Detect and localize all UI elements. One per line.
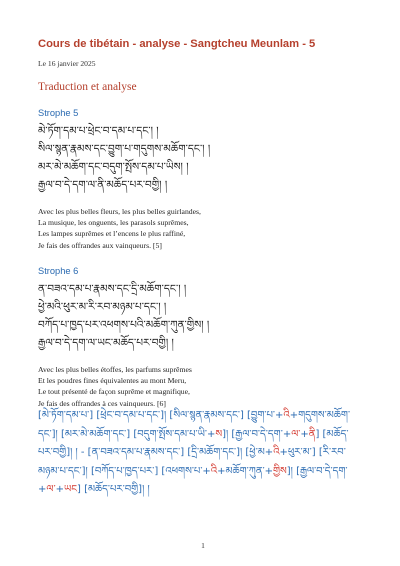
analysis-particle: ཡང <box>63 484 77 496</box>
analysis-text: [མེ་ཏོག་དམ་པ་] [ཕྲེང་བ་དམ་པ་དང་]། [སིལ་སྙན་རྣམས་དང་] [བྱུག་པ་+ <box>38 410 284 421</box>
analysis-particle: ལ་ <box>291 428 301 440</box>
analysis-text: + <box>300 428 309 440</box>
strophe-5-translation-line-3: Les lampes suprêmes et l’encens le plus raffiné, <box>38 229 186 238</box>
strophe-6-translation-line-3: Le tout présenté de façon suprême et magnifique, <box>38 387 190 396</box>
strophe-6-translation-line-1: Avec les plus belles étoffes, les parfums suprêmes <box>38 365 192 374</box>
strophe-6-tibetan-line-4: རྒྱལ་བ་དེ་དག་ལ་ཡང་མཆོད་པར་བགྱི། ། <box>38 337 174 349</box>
analysis-text: ] [མཆོད་པར་བགྱི]། ། - [ན་བཟའ་དམ་པ་རྣམས་དང་] [དྲི་མཆོག་དང་]། [ཕྱེ་མ+ <box>38 428 349 459</box>
analysis-particle: འི <box>273 447 280 459</box>
analysis-text: +གདུགས་མཆོག་དང་]། [མར་མེ་མཆོག་དང་] [བདུག་སྤོས་དམ་པ་ཡི་+ <box>38 410 351 440</box>
analysis-text: ] [མཆོད་པར་བགྱི]། ། <box>76 484 150 496</box>
analysis-text: +མཆོག་ཀུན་+ <box>217 465 273 477</box>
analysis-particle: ནི <box>308 428 316 440</box>
strophe-6-tibetan-line-3: བཀོད་པ་ཁྱད་པར་འཕགས་པའི་མཆོག་ཀུན་གྱིས། ། <box>38 319 210 331</box>
section-heading: Traduction et analyse <box>38 81 137 93</box>
analysis-text: ]། [རྒྱལ་བ་དེ་དག་+ <box>222 428 292 440</box>
grammatical-analysis <box>38 407 363 500</box>
analysis-text: + <box>55 484 64 496</box>
strophe-5-tibetan-line-4: རྒྱལ་བ་དེ་དག་ལ་ནི་མཆོད་པར་བགྱི། ། <box>38 179 168 191</box>
analysis-particle: གྱིས <box>272 465 287 477</box>
strophe-6-tibetan-line-2: ཕྱེ་མའི་ཕུར་མ་རི་རབ་མཉམ་པ་དང་། ། <box>38 301 167 313</box>
analysis-text: ]། [རྒྱལ་བ་དེ་དག་+ <box>38 465 348 496</box>
strophe-5-tibetan-line-3: མར་མེ་མཆོག་དང་བདུག་སྤོས་དམ་པ་ཡིས། ། <box>38 161 189 173</box>
analysis-particle: ལ་ <box>46 484 56 496</box>
strophe-6-translation-line-4: Je fais des offrandes à ces vainqueurs. [6] <box>38 399 166 408</box>
analysis-text: +ཕུར་མ་] [རི་རབ་མཉམ་པ་དང་]། [བཀོད་པ་ཁྱད་པར་] [འཕགས་པ་+ <box>38 447 346 477</box>
strophe-5-translation-line-1: Avec les plus belles fleurs, les plus belles guirlandes, <box>38 207 201 216</box>
strophe-6-tibetan-line-1: ན་བཟའ་དམ་པ་རྣམས་དང་དྲི་མཆོག་དང་། ། <box>38 283 187 295</box>
strophe-5-translation-line-4: Je fais des offrandes aux vainqueurs. [5] <box>38 241 162 250</box>
page-number: 1 <box>201 541 205 550</box>
document-title: Cours de tibétain - analyse - Sangtcheu Meunlam - 5 <box>38 38 316 50</box>
document-date: Le 16 janvier 2025 <box>38 59 96 68</box>
analysis-particle: འི <box>210 465 218 477</box>
strophe-5-tibetan-line-1: མེ་ཏོག་དམ་པ་ཕྲེང་བ་དམ་པ་དང་། ། <box>38 125 159 137</box>
strophe-5-tibetan-line-2: སིལ་སྙན་རྣམས་དང་བྱུག་པ་གདུགས་མཆོག་དང་། ། <box>38 143 211 155</box>
analysis-particle: འི <box>283 410 290 421</box>
strophe-6-heading: Strophe 6 <box>38 266 79 276</box>
analysis-particle: ས <box>215 428 223 440</box>
strophe-5-heading: Strophe 5 <box>38 108 79 118</box>
strophe-6-translation-line-2: Et les poudres fines équivalentes au mont Meru, <box>38 376 187 385</box>
strophe-5-translation-line-2: La musique, les onguents, les parasols suprêmes, <box>38 218 189 227</box>
